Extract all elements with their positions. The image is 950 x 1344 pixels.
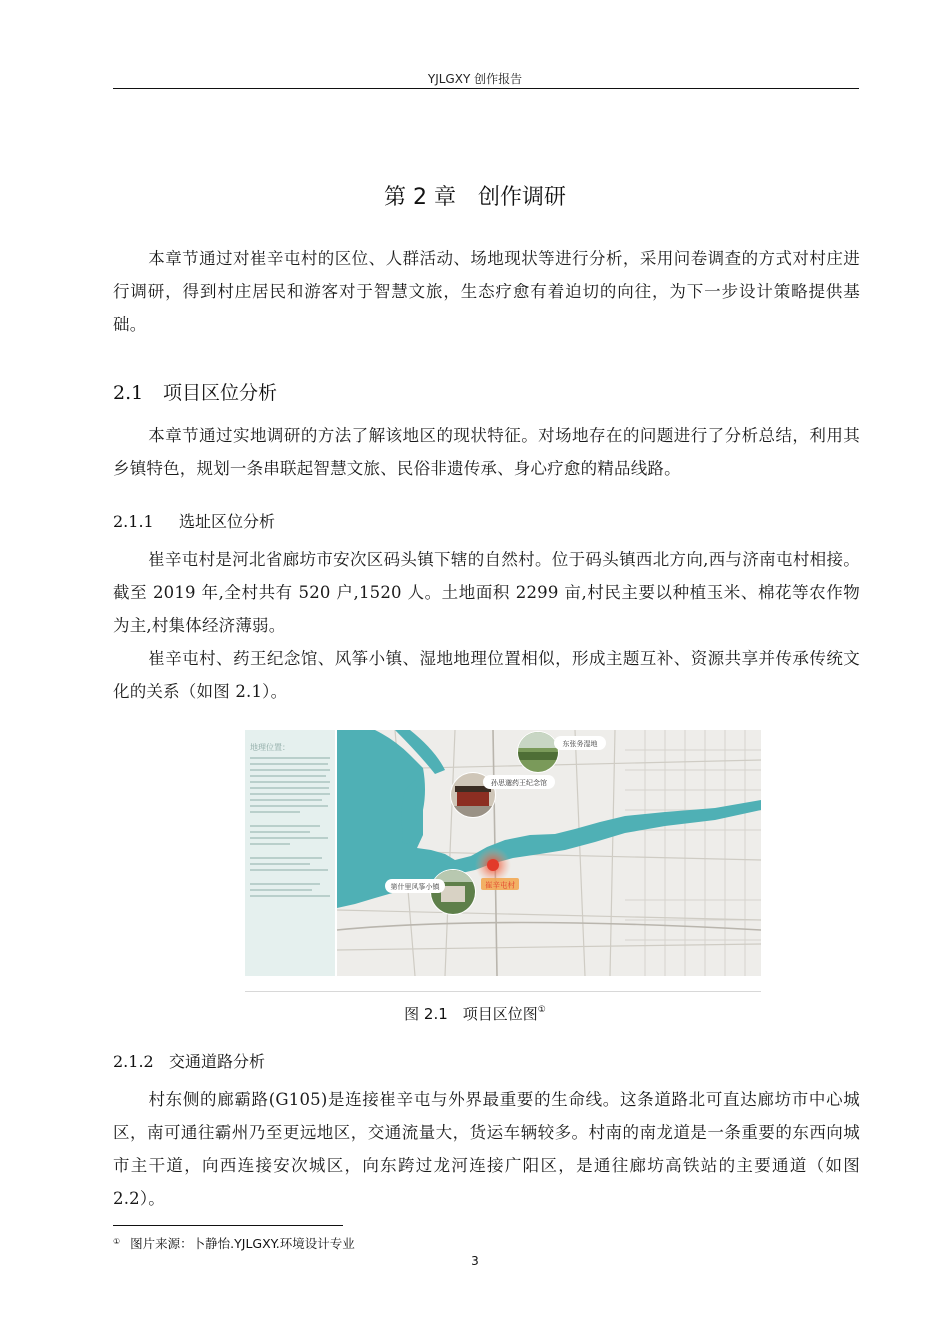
section-2-1-1-paragraph-1 bbox=[113, 543, 860, 642]
section-heading-2-1 bbox=[113, 378, 277, 405]
section-2-1-1-paragraph-2 bbox=[113, 642, 860, 708]
subsection-title: 交通道路分析 bbox=[169, 1052, 266, 1071]
chapter-name: 创作调研 bbox=[477, 185, 566, 210]
footnote-text: 图片来源：卜静怡.YJLGXY.环境设计专业 bbox=[130, 1236, 355, 1251]
section-2-1-2-text: 村东侧的廊霸路(G105)是连接崔辛屯与外界最重要的生命线。这条道路北可直达廊坊市中心城区，南可通往霸州乃至更远地区，交通流量大，货运车辆较多。村南的南龙道是一条重要的东西向城市主干道，向西连接安次城区，向东跨过龙河连接广阳区，是通往廊坊高铁站的主要通道（如图 2.2）。 bbox=[113, 1090, 860, 1208]
figure-caption-text: 图 2.1 项目区位图 bbox=[404, 1005, 538, 1023]
map-label-wetland: 东张务湿地 bbox=[562, 740, 598, 748]
map-label-kite-town: 第什里风筝小镇 bbox=[390, 883, 440, 891]
figure-caption bbox=[0, 1003, 950, 1024]
subsection-number: 2.1.1 bbox=[113, 512, 154, 531]
village-marker-icon bbox=[487, 859, 499, 871]
map-sidebar-title: 地理位置： bbox=[250, 743, 290, 752]
section-title: 项目区位分析 bbox=[163, 382, 278, 404]
footnote-divider bbox=[113, 1225, 343, 1226]
header-divider bbox=[113, 88, 859, 89]
section-number: 2.1 bbox=[113, 382, 144, 404]
subsection-number: 2.1.2 bbox=[113, 1052, 154, 1071]
section-heading-2-1-1 bbox=[113, 509, 275, 532]
intro-paragraph bbox=[113, 242, 860, 341]
map-label-memorial: 孙思邈药王纪念馆 bbox=[491, 779, 547, 787]
section-2-1-1-text-1: 崔辛屯村是河北省廊坊市安次区码头镇下辖的自然村。位于码头镇西北方向,西与济南屯村相接。截至 2019 年,全村共有 520 户,1520 人。土地面积 2299 亩,村民主要以种植玉米、棉花等农作物为主,村集体经济薄弱。 bbox=[113, 550, 860, 635]
page-header: YJLGXY 创作报告 bbox=[427, 72, 523, 86]
chapter-number: 第 2 章 bbox=[384, 185, 456, 210]
section-2-1-text: 本章节通过实地调研的方法了解该地区的现状特征。对场地存在的问题进行了分析总结，利用其乡镇特色，规划一条串联起智慧文旅、民俗非遗传承、身心疗愈的精品线路。 bbox=[113, 426, 860, 478]
section-2-1-paragraph bbox=[113, 419, 860, 485]
section-heading-2-1-2 bbox=[113, 1049, 265, 1072]
footnote-mark: ① bbox=[113, 1237, 121, 1246]
section-2-1-2-paragraph bbox=[113, 1083, 860, 1215]
intro-text: 本章节通过对崔辛屯村的区位、人群活动、场地现状等进行分析，采用问卷调查的方式对村庄进行调研，得到村庄居民和游客对于智慧文旅，生态疗愈有着迫切的向往，为下一步设计策略提供基础。 bbox=[113, 249, 860, 334]
location-map-figure bbox=[245, 730, 761, 976]
footnote-reference[interactable]: ① bbox=[537, 1005, 546, 1015]
chapter-title bbox=[0, 180, 950, 211]
subsection-title: 选址区位分析 bbox=[179, 512, 276, 531]
page-number: 3 bbox=[471, 1254, 479, 1268]
map-sidebar-panel bbox=[245, 730, 335, 976]
section-2-1-1-text-2: 崔辛屯村、药王纪念馆、风筝小镇、湿地地理位置相似，形成主题互补、资源共享并传承传统文化的关系（如图 2.1）。 bbox=[113, 649, 860, 701]
footnote bbox=[113, 1234, 355, 1252]
figure-divider bbox=[245, 991, 761, 992]
map-label-village: 崔辛屯村 bbox=[485, 880, 515, 890]
